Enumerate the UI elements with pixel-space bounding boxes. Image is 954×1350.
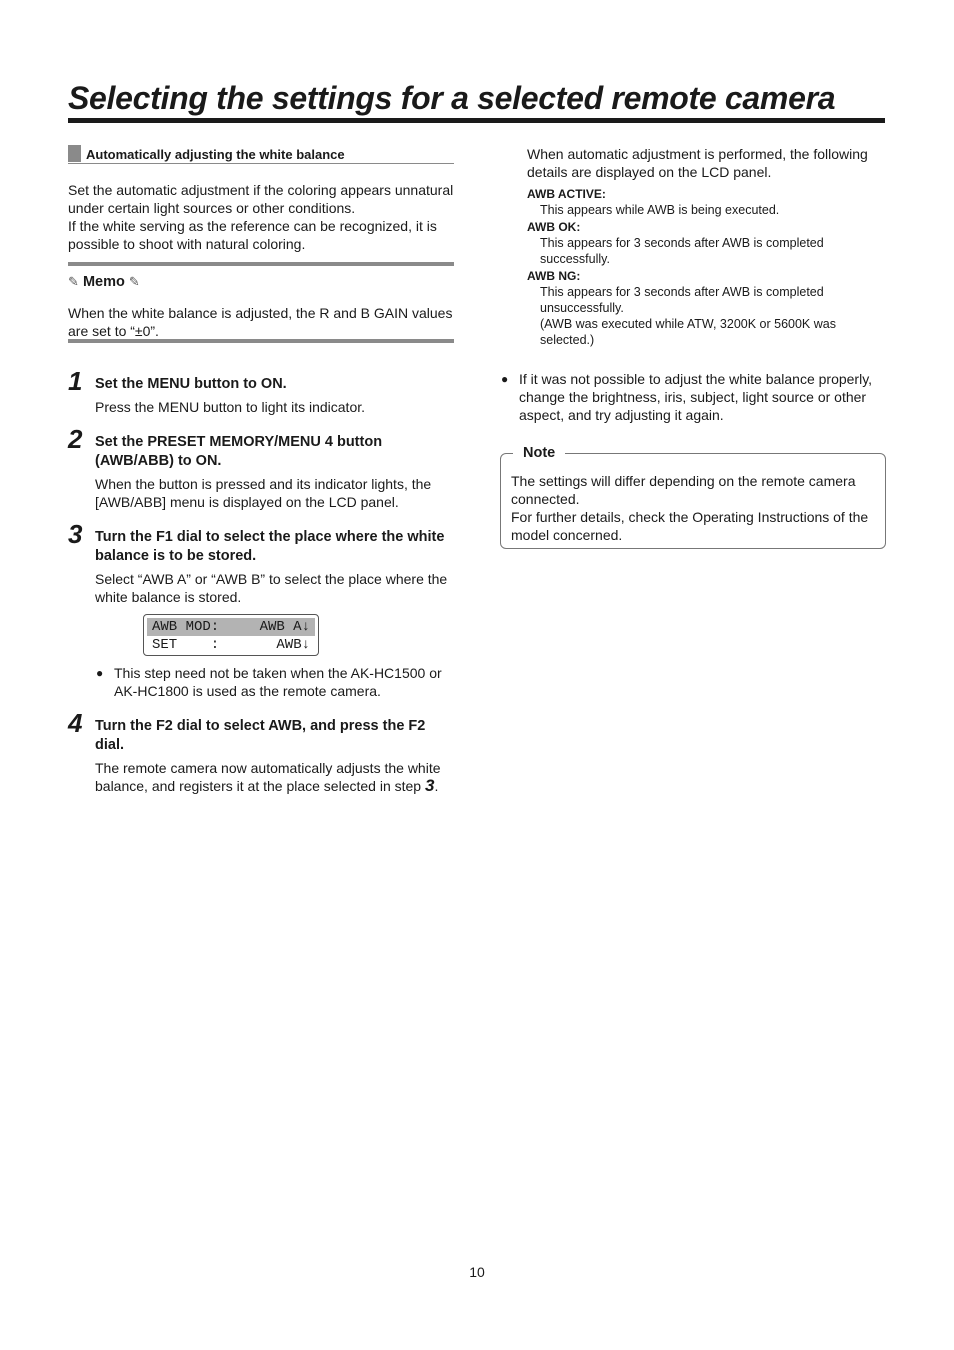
note-label: Note <box>513 445 565 461</box>
bullet-text: This step need not be taken when the AK-HC1500 or AK-HC1800 is used as the remote camera. <box>114 665 442 699</box>
step-heading: Turn the F2 dial to select AWB, and press the F2 dial. <box>95 718 426 753</box>
lcd-row-set-value: AWB↓ <box>276 637 310 653</box>
bullet-text: If it was not possible to adjust the white balance properly, change the brightness, iris, subject, light source or other aspect, and try adjusting it again. <box>519 371 873 423</box>
memo-label: Memo <box>82 274 125 290</box>
pencil-icon: ✎ <box>68 274 79 289</box>
step-3 <box>68 519 454 606</box>
lcd-row-mode-label: AWB MOD: <box>152 619 220 635</box>
pencil-icon: ✎ <box>128 274 140 289</box>
note-box <box>500 445 886 549</box>
step-heading: Turn the F1 dial to select the place where the white balance is to be stored. <box>95 529 445 564</box>
memo-box <box>68 262 454 343</box>
step-number: 3 <box>68 519 83 549</box>
lcd-row-mode <box>147 618 315 636</box>
note-text: The settings will differ depending on the remote camera connected. <box>511 473 856 507</box>
step-description: When the button is pressed and its indicator lights, the [AWB/ABB] menu is displayed on the LCD panel. <box>95 476 432 510</box>
step-heading: Set the PRESET MEMORY/MENU 4 button (AWB/ABB) to ON. <box>95 434 383 469</box>
step-heading: Set the MENU button to ON. <box>95 376 287 392</box>
section-marker <box>68 145 81 162</box>
title-rule <box>68 118 885 123</box>
definition-description: This appears for 3 seconds after AWB is completed successfully. <box>540 236 824 266</box>
section-intro <box>68 181 454 253</box>
lcd-display <box>143 614 319 656</box>
left-column <box>68 145 454 795</box>
page-number: 10 <box>469 1264 485 1280</box>
section-heading <box>68 145 454 164</box>
step-description <box>95 759 454 795</box>
section-heading-text: Automatically adjusting the white balance <box>86 147 345 162</box>
lcd-row-set <box>147 636 315 654</box>
intro-paragraph: Set the automatic adjustment if the coloring appears unnatural under certain light sources or other conditions. <box>68 182 454 216</box>
lcd-row-set-label: SET : <box>152 637 220 653</box>
step-4 <box>68 708 454 795</box>
step-1 <box>68 366 454 416</box>
step-number: 2 <box>68 424 83 454</box>
definition-term: AWB ACTIVE: <box>527 187 606 201</box>
lcd-messages-intro: When automatic adjustment is performed, the following details are displayed on the LCD panel. <box>527 146 868 180</box>
bullet-dot: ● <box>96 666 104 680</box>
step-description-end: . <box>434 778 439 794</box>
lcd-row-mode-value: AWB A↓ <box>259 619 310 635</box>
intro-paragraph: If the white serving as the reference can be recognized, it is possible to shoot with natural coloring. <box>68 218 437 252</box>
lcd-messages <box>500 145 886 348</box>
step-description-text: The remote camera now automatically adjusts the white balance, and registers it at the place selected in step <box>95 760 441 794</box>
definition-description: This appears for 3 seconds after AWB is completed unsuccessfully. <box>540 285 824 315</box>
page-title: Selecting the settings for a selected remote camera <box>68 80 836 116</box>
step-description: Select “AWB A” or “AWB B” to select the place where the white balance is stored. <box>95 571 448 605</box>
step-number: 4 <box>68 708 83 738</box>
memo-heading <box>68 274 140 290</box>
step-number: 1 <box>68 366 83 396</box>
bullet-dot: ● <box>501 372 509 386</box>
step-3-bullet <box>95 664 454 700</box>
memo-text: When the white balance is adjusted, the R and B GAIN values are set to “±0”. <box>68 305 453 339</box>
definition-term: AWB NG: <box>527 269 581 283</box>
step-reference: 3 <box>424 776 435 795</box>
definition-description: This appears while AWB is being executed. <box>540 203 780 217</box>
definition-term: AWB OK: <box>527 220 581 234</box>
step-2 <box>68 424 454 511</box>
right-column <box>500 145 886 549</box>
definition-description: (AWB was executed while ATW, 3200K or 5600K was selected.) <box>540 317 836 347</box>
step-description: Press the MENU button to light its indicator. <box>95 399 366 415</box>
retry-bullet <box>500 370 886 424</box>
note-text: For further details, check the Operating Instructions of the model concerned. <box>511 509 869 543</box>
